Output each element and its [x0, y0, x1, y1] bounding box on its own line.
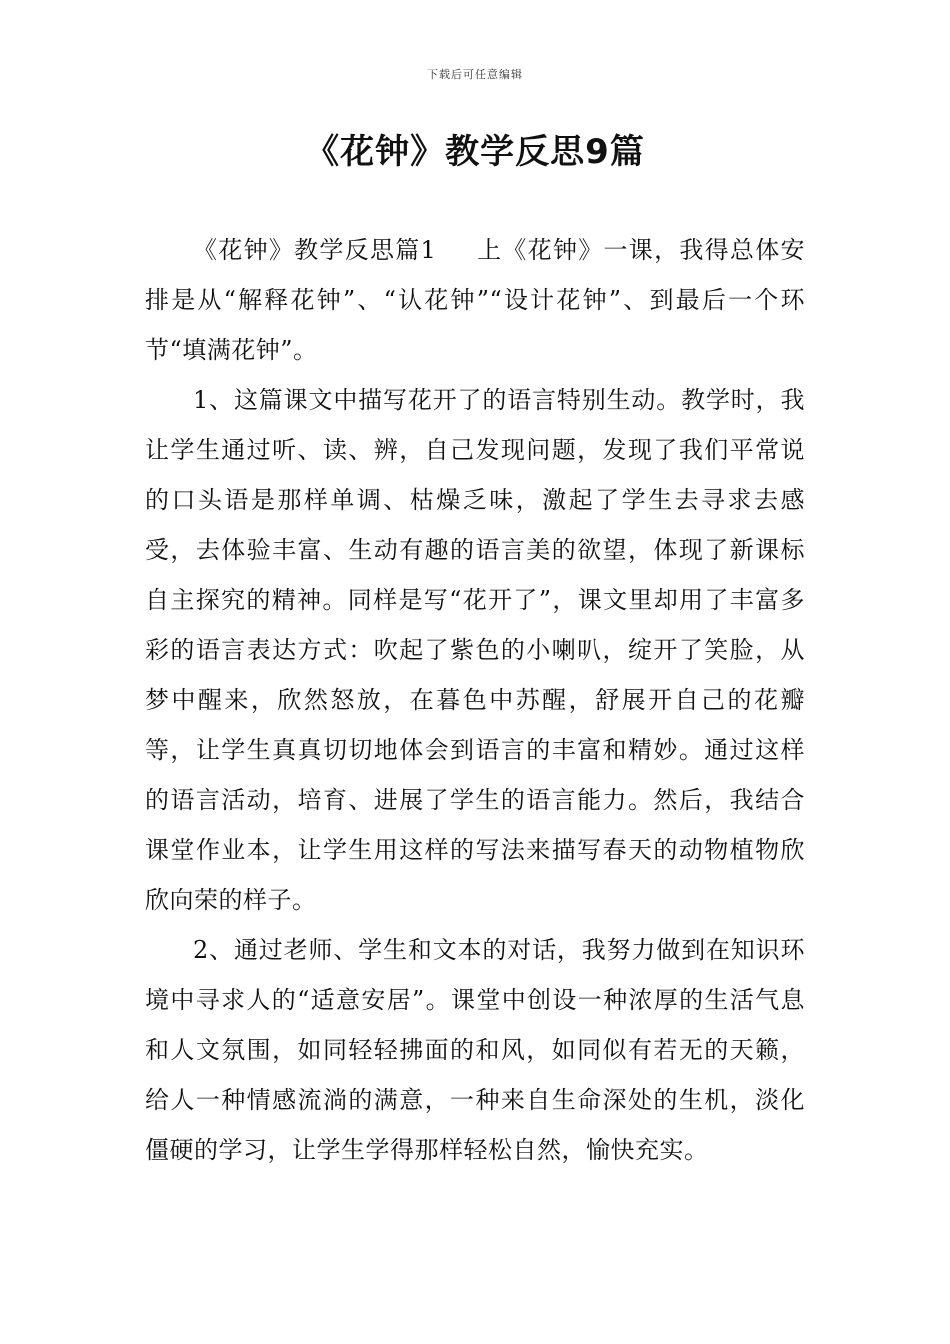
section-title: 《花钟》教学反思篇1: [193, 236, 437, 264]
lead-paragraph: [145, 225, 805, 375]
paragraph-1: 1、这篇课文中描写花开了的语言特别生动。教学时，我让学生通过听、读、辨，自己发现问题，发现了我们平常说的口头语是那样单调、枯燥乏味，激起了学生去寻求去感受，去体验丰富、生动有趣的语言美的欲望，体现了新课标自主探究的精神。同样是写“花开了”，课文里却用了丰富多彩的语言表达方式：吹起了紫色的小喇叭，绽开了笑脸，从梦中醒来，欣然怒放，在暮色中苏醒，舒展开自己的花瓣等，让学生真真切切地体会到语言的丰富和精妙。通过这样的语言活动，培育、进展了学生的语言能力。然后，我结合课堂作业本，让学生用这样的写法来描写春天的动物植物欣欣向荣的样子。: [145, 386, 805, 914]
document-title: 《花钟》教学反思9篇: [305, 132, 645, 172]
lead-text: 上《花钟》一课，我得总体安排是从“解释花钟”、“认花钟”“设计花钟”、到最后一个环节“填满花钟”。: [145, 236, 806, 364]
header-note: 下载后可任意编辑: [427, 68, 523, 81]
document-body: [145, 225, 805, 1175]
paragraph-2: 2、通过老师、学生和文本的对话，我努力做到在知识环境中寻求人的“适意安居”。课堂中创设一种浓厚的生活气息和人文氛围，如同轻轻拂面的和风，如同似有若无的天籁，给人一种情感流淌的满意，一种来自生命深处的生机，淡化僵硬的学习，让学生学得那样轻松自然，愉快充实。: [145, 936, 805, 1164]
